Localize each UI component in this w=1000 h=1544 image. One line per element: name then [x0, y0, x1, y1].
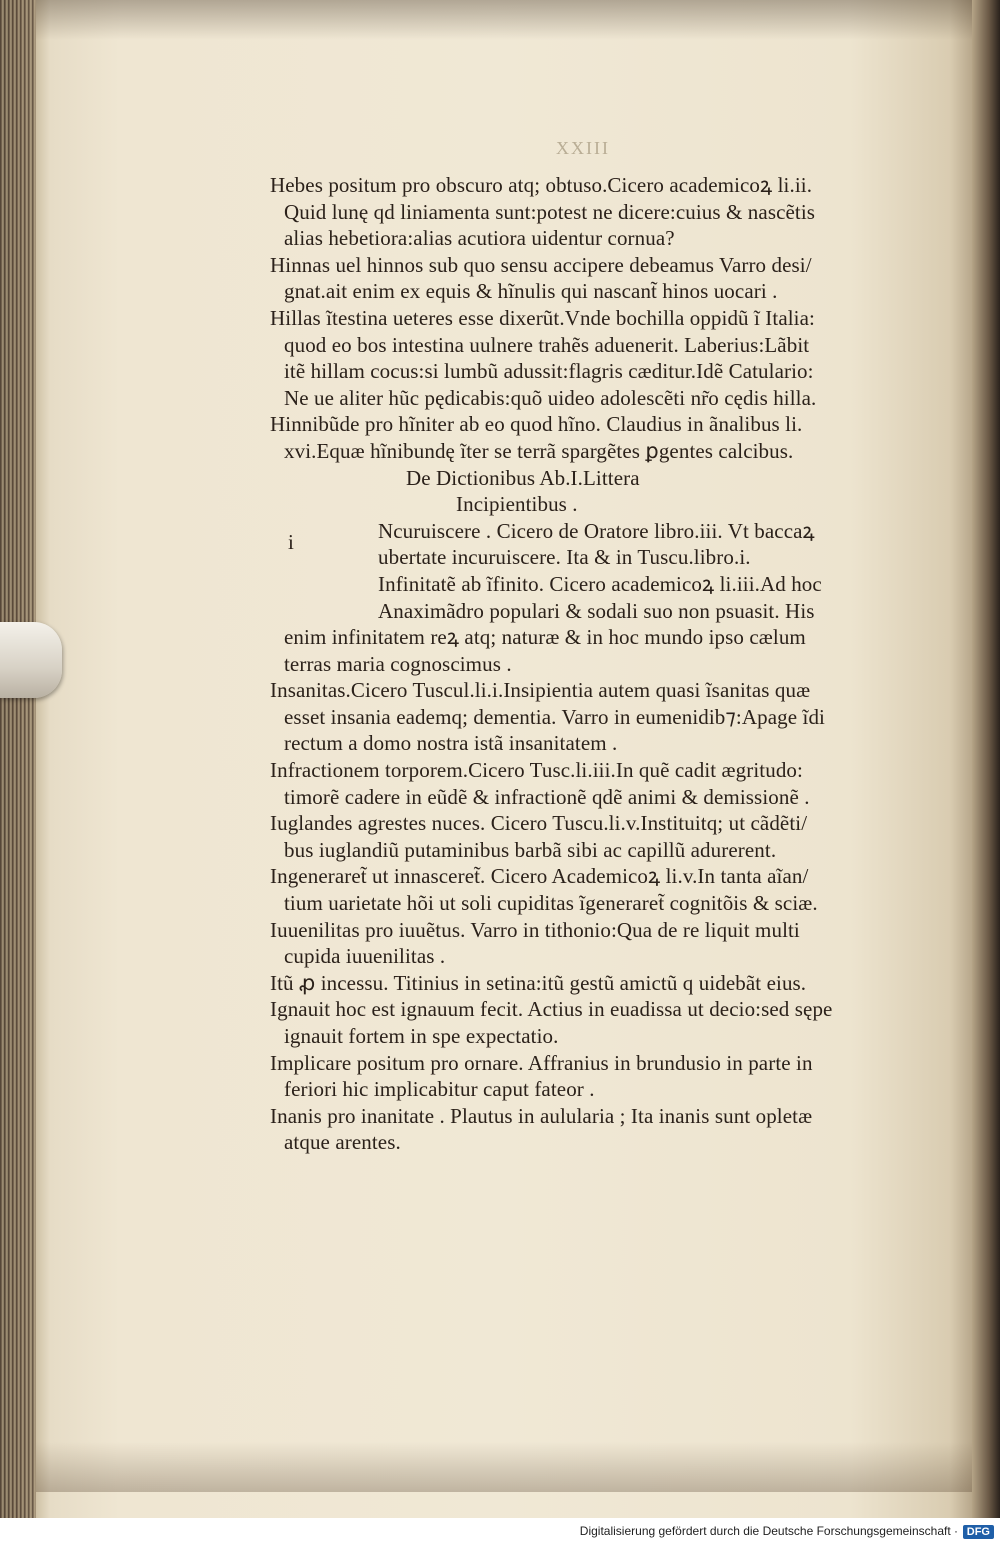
text-line: enim infinitatem reꝝ atq; naturæ & in hoc mundo ipso cælum [284, 625, 806, 650]
folio-number: XXIII [556, 138, 610, 158]
funding-credit: Digitalisierung gefördert durch die Deutsche Forschungsgemeinschaft · [579, 1524, 958, 1538]
page-shadow-bottom [36, 1442, 972, 1492]
text-line: itẽ hillam cocus:si lumbũ adussit:flagris cæditur.Idẽ Catulario: [284, 359, 814, 384]
text-line: timorẽ cadere in eũdẽ & infractionẽ qdẽ animi & demissionẽ . [284, 784, 810, 809]
text-line: bus iuglandiũ putaminibus barbã sibi ac capillũ adurerent. [284, 837, 777, 862]
text-line: Ncuruiscere . Cicero de Oratore libro.iii. Vt baccaꝝ [378, 518, 815, 543]
dfg-logo[interactable]: DFG [963, 1525, 994, 1539]
text-line: gnat.ait enim ex equis & hĩnulis qui nascant̃ hinos uocari . [284, 279, 778, 304]
text-line: alias hebetiora:alias acutiora uidentur cornua? [284, 226, 675, 251]
book-spine-right [972, 0, 1000, 1518]
text-line: cupida iuuenilitas . [284, 944, 446, 969]
text-line: Infinitatẽ ab ĩfinito. Cicero academicoꝝ li.iii.Ad hoc [378, 571, 822, 596]
text-line: xvi.Equæ hĩnibundę ĩter se terrã spargẽtes ꝑgentes calcibus. [284, 438, 794, 463]
text-line: terras maria cognoscimus . [284, 651, 512, 676]
section-heading: Incipientibus . [456, 492, 578, 517]
text-line: quod eo bos intestina uulnere trahẽs aduenerit. Laberius:Lãbit [284, 332, 810, 357]
text-line: Insanitas.Cicero Tuscul.li.i.Insipientia autem quasi ĩsanitas quæ [270, 678, 811, 703]
page-shadow-top [36, 0, 972, 40]
text-line: Hebes positum pro obscuro atq; obtuso.Cicero academicoꝝ li.ii. [270, 173, 813, 197]
text-line: Quid lunę qd liniamenta sunt:potest ne dicere:cuius & nascẽtis [284, 199, 816, 224]
text-line: Ignauit hoc est ignauum fecit. Actius in euadissa ut decio:sed sępe [270, 997, 833, 1022]
text-line: ubertate incuruiscere. Ita & in Tuscu.libro.i. [378, 545, 751, 570]
initial-letter-guide: i [288, 530, 294, 554]
text-line: Hinnas uel hinnos sub quo sensu accipere debeamus Varro desi/ [270, 252, 812, 277]
text-line: tium uarietate hõi ut soli cupiditas ĩgeneraret̃ cognitõis & sciæ. [284, 891, 818, 916]
footer-bar [0, 1518, 1000, 1544]
text-line: ignauit fortem in spe expectatio. [284, 1024, 559, 1048]
page-stack-left [0, 0, 36, 1518]
text-line: Anaximãdro populari & sodali suo non psuasit. His [378, 598, 815, 623]
text-line: rectum a domo nostra istã insanitatem . [284, 731, 618, 756]
text-line: Iuuenilitas pro iuuẽtus. Varro in tithonio:Qua de re liquit multi [270, 917, 800, 942]
text-line: Itũ ꝓ incessu. Titinius in setina:itũ gestũ amictũ q uidebãt eius. [270, 970, 807, 995]
text-line: Inanis pro inanitate . Plautus in aulularia ; Ita inanis sunt opletæ [270, 1103, 813, 1128]
text-line: esset insania eademq; dementia. Varro in eumenidib⁊:Apage ĩdi [284, 704, 825, 729]
text-line: Ne ue aliter hũc pędicabis:quõ uideo adolescẽti nr̃o cędis hilla. [284, 385, 817, 410]
text-line: feriori hic implicabitur caput fateor . [284, 1077, 595, 1102]
text-line: atque arentes. [284, 1130, 401, 1155]
text-line: Iuglandes agrestes nuces. Cicero Tuscu.li.v.Instituitq; ut cãdẽti/ [270, 811, 808, 836]
text-line: Hillas ĩtestina ueteres esse dixerũt.Vnde bochilla oppidũ ĩ Italia: [270, 305, 815, 330]
text-line: Ingeneraret̃ ut innasceret̃. Cicero Academicoꝝ li.v.In tanta aĩan/ [270, 864, 809, 889]
text-line: Hinnibũde pro hĩniter ab eo quod hĩno. Claudius in ãnalibus li. [270, 412, 803, 437]
text-column [270, 172, 882, 1156]
page-clip [0, 622, 62, 698]
text-line: Infractionem torporem.Cicero Tusc.li.iii.In quẽ cadit ægritudo: [270, 758, 803, 783]
section-heading: De Dictionibus Ab.I.Littera [406, 465, 640, 490]
text-line: Implicare positum pro ornare. Affranius in brundusio in parte in [270, 1050, 813, 1075]
